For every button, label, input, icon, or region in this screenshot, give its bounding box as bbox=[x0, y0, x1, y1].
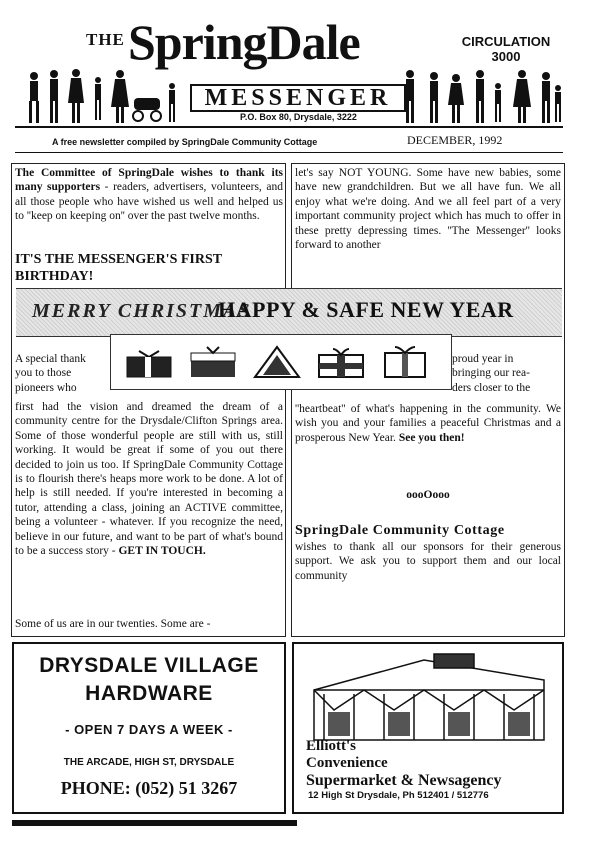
people-illustration-left bbox=[22, 68, 182, 126]
divider-ornament: oooOooo bbox=[406, 489, 450, 501]
shopfront-illustration bbox=[304, 650, 552, 746]
gift-icon bbox=[379, 343, 431, 381]
hardware-advertisement bbox=[12, 642, 286, 814]
proud-line-1: proud year in bbox=[452, 353, 514, 365]
masthead-messenger: MESSENGER bbox=[190, 84, 406, 112]
birthday-heading: IT'S THE MESSENGER'S FIRST BIRTHDAY! bbox=[15, 252, 222, 284]
cottage-heading: SpringDale Community Cottage bbox=[295, 523, 505, 538]
people-illustration-right bbox=[400, 68, 565, 126]
left-last-line: Some of us are in our twenties. Some are - bbox=[15, 618, 211, 630]
hardware-ad-bottom-bar bbox=[12, 820, 297, 826]
circulation-number: 3000 bbox=[491, 49, 521, 64]
gift-illustrations bbox=[110, 334, 452, 390]
elliotts-name-line1: Elliott's bbox=[306, 738, 357, 754]
masthead-address: P.O. Box 80, Drysdale, 3222 bbox=[240, 112, 357, 122]
right-body-paragraph bbox=[295, 402, 561, 445]
intro-rest: - readers, advertisers, volunteers, and all those people who have wished us well and helped us to ''keep on keeping on'' over the past twelve months. bbox=[15, 181, 283, 223]
merry-christmas-text: MERRY CHRISTMAS bbox=[32, 300, 252, 322]
left-intro-paragraph bbox=[15, 166, 283, 224]
masthead-the: THE bbox=[86, 30, 125, 49]
proud-line-2: bringing our rea- bbox=[452, 367, 530, 380]
circulation-box bbox=[454, 34, 558, 64]
heartbeat-text: ''heartbeat'' of what's happening in the community. We wish you and your families a peaceful Christmas and a prosperous New Year. bbox=[295, 403, 561, 444]
subtitle-rule bbox=[15, 152, 563, 153]
proud-line-3: ders closer to the bbox=[452, 381, 531, 394]
gift-icon bbox=[251, 343, 303, 381]
hardware-phone: PHONE: (052) 51 3267 bbox=[60, 778, 238, 798]
happy-new-year-text: HAPPY & SAFE NEW YEAR bbox=[218, 297, 514, 322]
gift-icon bbox=[315, 343, 367, 381]
sponsors-paragraph: wishes to thank all our sponsors for their generous support. We ask you to support them and our local community bbox=[295, 541, 561, 582]
gift-icon bbox=[123, 343, 175, 381]
hardware-hours: - OPEN 7 DAYS A WEEK - bbox=[65, 722, 233, 737]
elliotts-name-line3: Supermarket & Newsagency bbox=[306, 772, 502, 789]
see-you-then: See you then! bbox=[398, 431, 465, 444]
get-in-touch: GET IN TOUCH. bbox=[118, 545, 206, 558]
hardware-name-line2: HARDWARE bbox=[85, 682, 213, 705]
issue-date: DECEMBER, 1992 bbox=[407, 133, 503, 147]
elliotts-advertisement bbox=[292, 642, 564, 814]
left-body-paragraph bbox=[15, 400, 283, 558]
masthead-title: SpringDale bbox=[128, 14, 360, 70]
pioneers-line-3: pioneers who bbox=[15, 381, 77, 394]
pioneers-line-1: A special thank bbox=[15, 353, 86, 365]
intro-bold: The Committee of SpringDale wishes to thank its many supporters bbox=[15, 167, 283, 194]
elliotts-name bbox=[306, 738, 502, 789]
left-pioneers-lines bbox=[15, 352, 111, 395]
pioneers-line-2: you to those bbox=[15, 367, 72, 380]
gift-icon bbox=[187, 343, 239, 381]
masthead-subtitle: A free newsletter compiled by SpringDale Community Cottage bbox=[52, 137, 318, 147]
elliotts-address: 12 High St Drysdale, Ph 512401 / 512776 bbox=[308, 790, 489, 801]
masthead-rule bbox=[15, 126, 563, 128]
right-intro-paragraph: let's say NOT YOUNG. Some have new babies, some have new grandchildren. But we all have fun. We all enjoy what we're doing. And we all feel part of a very important community project which has much to offer in these pretty depressing times. ''The Messenger'' looks forward to another bbox=[295, 167, 561, 252]
pioneers-body: first had the vision and dreamed the dream of a community centre for the Drysdale/Clifton Springs area. Some of those wonderful people are still with us, still working. It would be great if some of you out there decided to join us too. If SpringDale Community Cottage is to flourish there's heaps more work to be done. A lot of help is still needed. If you're interested in becoming a tutor, attending a class, joining an ACTIVE committee, being a volunteer - whatever. If you recognize the need, believe in our future, and want to be part of what's bound to be a success story - bbox=[15, 401, 283, 558]
elliotts-name-line2: Convenience bbox=[306, 755, 388, 771]
hardware-address: THE ARCADE, HIGH ST, DRYSDALE bbox=[63, 757, 235, 768]
circulation-label: CIRCULATION bbox=[461, 34, 551, 49]
hardware-name-line1: DRYSDALE VILLAGE bbox=[39, 654, 259, 677]
right-proud-lines bbox=[452, 352, 561, 395]
